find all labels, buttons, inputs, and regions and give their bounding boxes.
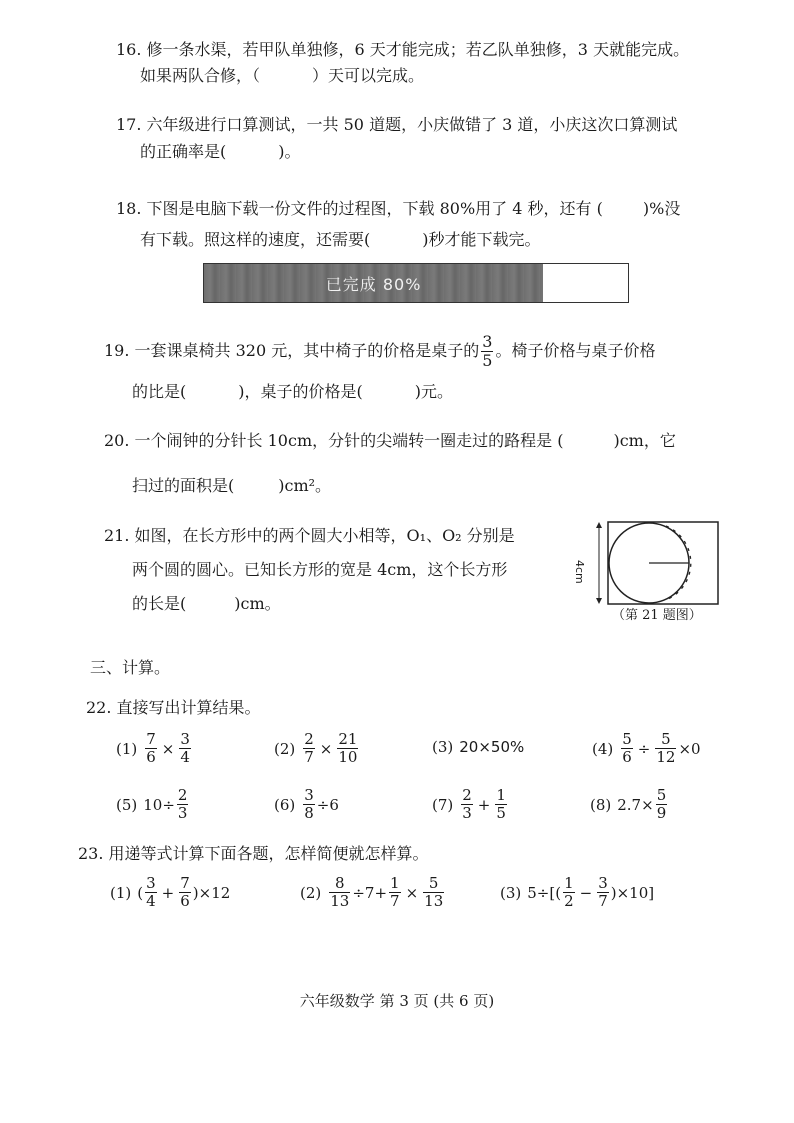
q22-problem-3: (3) 20×50% — [432, 738, 525, 756]
q23-problem-1: (1) ( $\frac{3}{4}$ + $\frac{7}{6}$ )×12 — [110, 874, 231, 910]
q22-problem-1: (1) $\frac{7}{6}$ × $\frac{3}{4}$ — [116, 730, 190, 766]
q22-problem-7: (7) $\frac{2}{3}$ + $\frac{1}{5}$ — [432, 786, 506, 822]
q19-fraction: $\frac{3}{5}$ — [482, 332, 493, 370]
section-heading: 三、计算。 — [90, 658, 171, 677]
q21-figure-caption: （第 21 题图） — [612, 608, 702, 623]
q23-title: 23. 用递等式计算下面各题，怎样简便就怎样算。 — [78, 844, 429, 863]
q16-line1: 16. 修一条水渠，若甲队单独修，6 天才能完成；若乙队单独修，3 天就能完成。 — [116, 40, 690, 59]
arrow-up-icon — [596, 522, 602, 528]
q22-title: 22. 直接写出计算结果。 — [86, 698, 261, 717]
q16-line2: 如果两队合修，（ ）天可以完成。 — [140, 66, 425, 85]
q23-problem-3: (3) 5÷[( $\frac{1}{2}$ − $\frac{3}{7}$ )×10] — [500, 874, 655, 910]
q18-line2: 有下载。照这样的速度，还需要( )秒才能下载完。 — [140, 230, 541, 249]
q19-line1: 19. 一套课桌椅共 320 元，其中椅子的价格是桌子的 $\frac{3}{5}$ 。椅子价格与桌子价格 — [104, 332, 656, 370]
q22-problem-4: (4) $\frac{5}{6}$ ÷ $\frac{5}{12}$ ×0 — [592, 730, 701, 766]
q17-line1: 17. 六年级进行口算测试，一共 50 道题，小庆做错了 3 道，小庆这次口算测试 — [116, 115, 678, 134]
q21-line3: 的长是( )cm。 — [132, 594, 281, 613]
q22-problem-8: (8) 2.7× $\frac{5}{9}$ — [590, 786, 667, 822]
q21-figure-side-label: 4cm — [573, 560, 586, 584]
q23-problem-2: (2) $\frac{8}{13}$ ÷7+ $\frac{1}{7}$ × $\frac{5}{13}$ — [300, 874, 444, 910]
q19-line2: 的比是( )，桌子的价格是( )元。 — [132, 382, 453, 401]
q17-line2: 的正确率是( )。 — [140, 142, 301, 161]
page-footer: 六年级数学 第 3 页 (共 6 页) — [299, 992, 495, 1010]
download-progress-label: 已完成 80% — [325, 274, 422, 294]
q22-problem-2: (2) $\frac{2}{7}$ × $\frac{21}{10}$ — [274, 730, 358, 766]
q21-figure — [594, 518, 728, 610]
q20-line1: 20. 一个闹钟的分针长 10cm，分针的尖端转一圈走过的路程是 ( )cm，它 — [104, 431, 676, 450]
q20-line2: 扫过的面积是( )cm²。 — [132, 476, 332, 495]
download-progress-fill — [204, 264, 543, 302]
arrow-down-icon — [596, 598, 602, 604]
q21-line1: 21. 如图，在长方形中的两个圆大小相等，O₁、O₂ 分别是 — [104, 526, 515, 545]
q18-line1: 18. 下图是电脑下载一份文件的过程图，下载 80%用了 4 秒，还有 ( )%没 — [116, 199, 681, 218]
q21-line2: 两个圆的圆心。已知长方形的宽是 4cm，这个长方形 — [132, 560, 508, 579]
download-progress-bar — [203, 263, 629, 303]
q22-problem-6: (6) $\frac{3}{8}$ ÷6 — [274, 786, 339, 822]
q22-problem-5: (5) 10÷ $\frac{2}{3}$ — [116, 786, 188, 822]
